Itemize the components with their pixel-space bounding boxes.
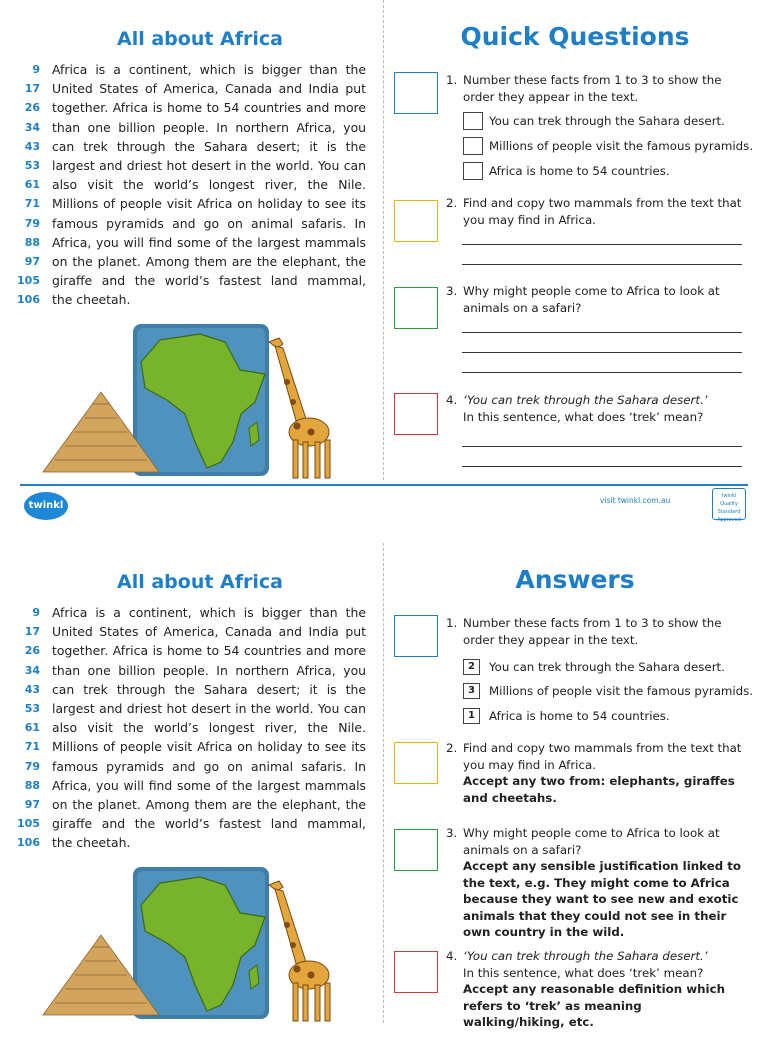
answer-line[interactable] (462, 244, 742, 245)
line-number: 26 (24, 644, 40, 658)
answer-line[interactable] (462, 446, 742, 447)
passage-line (14, 156, 370, 175)
passage-line (14, 252, 370, 271)
footer-rule (20, 484, 748, 486)
line-text: can trek through the Sahara desert; it is the (52, 681, 366, 697)
line-number: 34 (24, 663, 40, 677)
line-number: 106 (17, 293, 40, 307)
question-number: 1. (446, 616, 458, 630)
line-number: 17 (24, 625, 40, 639)
passage-line (14, 776, 370, 795)
giraffe (269, 881, 330, 1021)
line-number: 53 (24, 158, 40, 172)
question-text: Why might people come to Africa to look at animals on a safari? (463, 284, 720, 315)
giraffe (269, 338, 330, 478)
passage-line (14, 98, 370, 117)
line-text: Millions of people visit Africa on holiday to see its (52, 739, 366, 755)
line-text: giraffe and the world’s fastest land mammal, (52, 273, 366, 289)
question-text: In this sentence, what does ‘trek’ mean? (463, 965, 704, 980)
dog-character-icon (394, 742, 438, 784)
option-label: You can trek through the Sahara desert. (489, 660, 725, 674)
line-number: 61 (24, 178, 40, 192)
question-quote: ‘You can trek through the Sahara desert.’ (463, 949, 708, 963)
line-text: Africa is a continent, which is bigger than the (52, 62, 366, 77)
line-number: 105 (17, 274, 40, 288)
passage-title: All about Africa (117, 571, 283, 593)
question-number: 3. (446, 284, 458, 298)
line-number: 97 (24, 797, 40, 811)
line-text: can trek through the Sahara desert; it is the (52, 138, 366, 154)
question-text: Number these facts from 1 to 3 to show the order they appear in the text. (463, 616, 722, 647)
option-label: You can trek through the Sahara desert. (489, 114, 725, 128)
line-number: 34 (24, 120, 40, 134)
line-number: 105 (17, 817, 40, 831)
passage-line (14, 137, 370, 156)
question-1 (446, 72, 746, 105)
line-text: Africa, you will find some of the largest mammals (52, 777, 366, 793)
question-text: Why might people come to Africa to look at animals on a safari? (463, 826, 720, 857)
passage-line (14, 60, 370, 79)
question-number: 4. (446, 949, 458, 963)
twinkl-logo: twinkl (24, 492, 68, 520)
answer-4 (446, 948, 746, 1031)
line-text: on the planet. Among them are the elephant, the (52, 253, 366, 269)
passage-line (14, 680, 370, 699)
passage-title: All about Africa (117, 28, 283, 50)
passage-line (14, 194, 370, 213)
line-text: than one billion people. In northern Africa, you (52, 119, 366, 135)
line-number: 43 (24, 682, 40, 696)
line-text: United States of America, Canada and India put (52, 81, 366, 97)
option-label: Africa is home to 54 countries. (489, 709, 670, 723)
line-number: 88 (24, 778, 40, 792)
passage-line (14, 661, 370, 680)
line-text: also visit the world’s longest river, the Nile. (52, 720, 366, 736)
passage-line (14, 175, 370, 194)
line-number: 106 (17, 836, 40, 850)
column-divider (383, 0, 384, 480)
question-number: 3. (446, 826, 458, 840)
line-text: than one billion people. In northern Africa, you (52, 662, 366, 678)
passage-line (14, 795, 370, 814)
reader-character-icon (394, 72, 438, 114)
answer-3 (446, 825, 746, 941)
line-number: 71 (24, 197, 40, 211)
answer-2 (446, 740, 746, 806)
order-answer-box: 1 (463, 708, 480, 724)
answer-line[interactable] (462, 466, 742, 467)
order-checkbox[interactable] (463, 137, 483, 155)
questions-title: Quick Questions (460, 22, 690, 51)
answer-1 (446, 615, 746, 648)
line-text: famous pyramids and go on animal safaris. In (52, 215, 366, 231)
line-text: together. Africa is home to 54 countries and more (52, 100, 366, 116)
question-quote: ‘You can trek through the Sahara desert.’ (463, 393, 708, 407)
line-number: 43 (24, 139, 40, 153)
answers-sheet (0, 543, 768, 1055)
option-label: Millions of people visit the famous pyramids. (489, 139, 754, 153)
line-text: giraffe and the world’s fastest land mammal, (52, 816, 366, 832)
question-number: 4. (446, 393, 458, 407)
line-text: the cheetah. (52, 292, 131, 308)
reading-character-icon (394, 393, 438, 435)
answers-title: Answers (515, 565, 635, 594)
answer-text: Accept any two from: elephants, giraffes and cheetahs. (463, 774, 735, 805)
line-text: famous pyramids and go on animal safaris. In (52, 758, 366, 774)
order-checkbox[interactable] (463, 112, 483, 130)
reader-character-icon (394, 615, 438, 657)
option-label: Africa is home to 54 countries. (489, 164, 670, 178)
answer-text: Accept any reasonable definition which refers to ‘trek’ as meaning walking/hiking, etc. (463, 982, 725, 1029)
question-text: In this sentence, what does ‘trek’ mean? (463, 409, 704, 424)
option-label: Millions of people visit the famous pyramids. (489, 684, 754, 698)
question-4 (446, 392, 746, 425)
line-text: Africa is a continent, which is bigger than the (52, 605, 366, 620)
line-text: also visit the world’s longest river, the Nile. (52, 177, 366, 193)
order-answer-box: 3 (463, 683, 480, 699)
order-checkbox[interactable] (463, 162, 483, 180)
line-text: largest and driest hot desert in the world. You can (52, 700, 366, 716)
line-text: the cheetah. (52, 835, 131, 851)
answer-line[interactable] (462, 264, 742, 265)
answer-line[interactable] (462, 372, 742, 373)
question-3 (446, 283, 746, 316)
passage (14, 60, 370, 309)
line-number: 9 (32, 606, 40, 619)
line-number: 26 (24, 101, 40, 115)
passage-line (14, 79, 370, 98)
passage-line (14, 290, 370, 309)
question-text: Find and copy two mammals from the text that you may find in Africa. (463, 196, 742, 227)
footer-url[interactable]: visit twinkl.com.au (600, 496, 671, 505)
passage-line (14, 622, 370, 641)
africa-illustration (35, 322, 345, 480)
line-number: 88 (24, 235, 40, 249)
passage-line (14, 271, 370, 290)
passage-line (14, 737, 370, 756)
explorer-character-icon (394, 287, 438, 329)
question-number: 1. (446, 73, 458, 87)
line-number: 79 (24, 216, 40, 230)
passage-line (14, 757, 370, 776)
question-number: 2. (446, 196, 458, 210)
question-2 (446, 195, 746, 228)
line-number: 97 (24, 254, 40, 268)
passage-line (14, 833, 370, 852)
explorer-character-icon (394, 829, 438, 871)
order-answer-box: 2 (463, 659, 480, 675)
answer-text: Accept any sensible justification linked to the text, e.g. They might come to Africa because they want to see new and exotic animals that they could not see in their own country in the wild. (463, 859, 741, 939)
line-text: United States of America, Canada and India put (52, 624, 366, 640)
passage-line (14, 718, 370, 737)
passage (14, 603, 370, 852)
dog-character-icon (394, 200, 438, 242)
line-text: largest and driest hot desert in the world. You can (52, 157, 366, 173)
passage-line (14, 603, 370, 622)
line-text: Africa, you will find some of the largest mammals (52, 234, 366, 250)
line-text: Millions of people visit Africa on holiday to see its (52, 196, 366, 212)
question-text: Find and copy two mammals from the text that you may find in Africa. (463, 741, 742, 772)
answer-line[interactable] (462, 352, 742, 353)
question-number: 2. (446, 741, 458, 755)
line-number: 17 (24, 82, 40, 96)
reading-character-icon (394, 951, 438, 993)
line-number: 61 (24, 721, 40, 735)
passage-line (14, 641, 370, 660)
passage-line (14, 118, 370, 137)
line-number: 79 (24, 759, 40, 773)
passage-line (14, 699, 370, 718)
line-text: together. Africa is home to 54 countries and more (52, 643, 366, 659)
passage-line (14, 814, 370, 833)
question-text: Number these facts from 1 to 3 to show the order they appear in the text. (463, 73, 722, 104)
column-divider (383, 543, 384, 1023)
passage-line (14, 214, 370, 233)
africa-illustration (35, 865, 345, 1023)
line-number: 9 (32, 63, 40, 76)
passage-line (14, 233, 370, 252)
questions-sheet (0, 0, 768, 523)
line-text: on the planet. Among them are the elephant, the (52, 796, 366, 812)
line-number: 53 (24, 701, 40, 715)
quality-badge: twinkl Quality Standard Approved (712, 488, 746, 520)
answer-line[interactable] (462, 332, 742, 333)
line-number: 71 (24, 740, 40, 754)
